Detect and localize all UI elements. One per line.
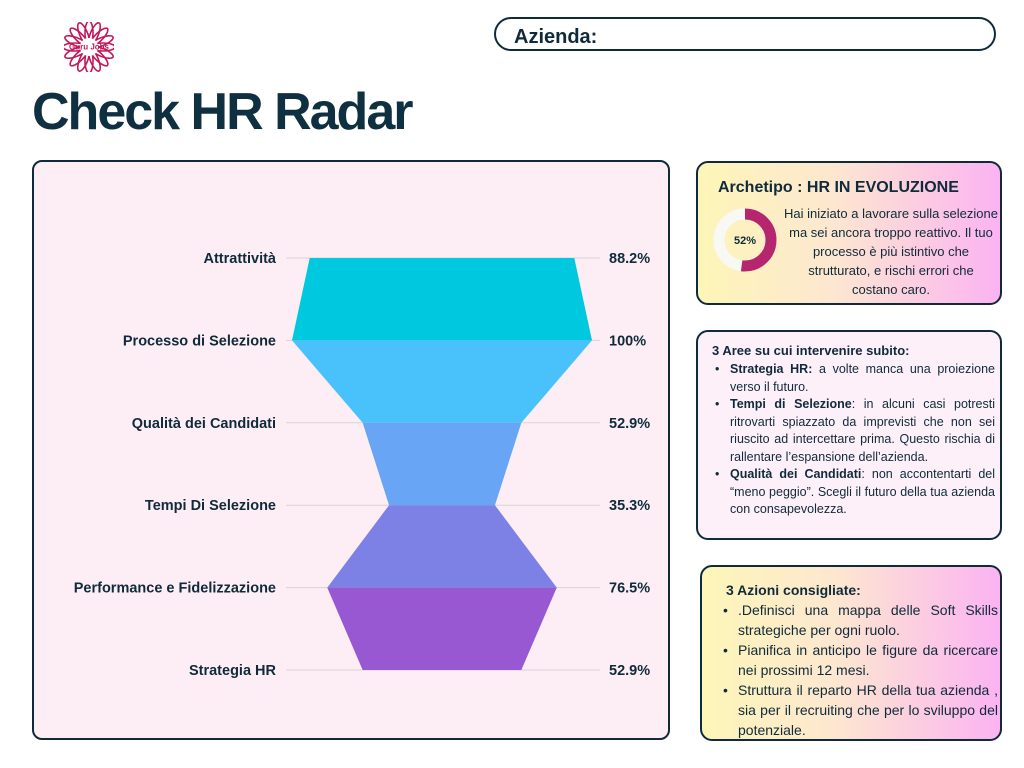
list-item [712, 396, 995, 466]
list-item [712, 466, 995, 519]
funnel-segment [327, 588, 557, 670]
list-item: • Pianifica in anticipo le figure da ricercare nei prossimi 12 mesi. [720, 640, 998, 680]
funnel-segment [292, 258, 592, 340]
funnel-segment [292, 340, 592, 422]
area-text: a volte manca una proiezione verso il futuro. [730, 362, 995, 394]
page-title: Check HR Radar [32, 83, 412, 141]
list-item: • Struttura il reparto HR della tua azienda , sia per il recruiting che per lo sviluppo del potenziale. [720, 680, 998, 740]
category-label: Attrattività [203, 251, 276, 267]
list-item [712, 361, 995, 396]
value-label: 52.9% [609, 415, 651, 432]
area-text: : in alcuni casi potresti ritrovarti spiazzato da imprevisti che non sei riuscito ad intercettare prima. Questo rischia di rallentare l’espansione dell’azienda. [730, 397, 995, 464]
value-label: 76.5% [609, 580, 651, 597]
areas-list [712, 361, 995, 519]
category-label: Processo di Selezione [122, 333, 276, 350]
recommended-actions-card [700, 565, 1002, 741]
archetype-description: Hai iniziato a lavorare sulla selezione ma sei ancora troppo reattivo. Il tuo processo è più istintivo che strutturato, e rischi errori che costano caro. [784, 206, 998, 297]
areas-heading: 3 Aree su cui intervenire subito: [712, 343, 910, 358]
value-label: 35.3% [609, 498, 651, 515]
funnel-segment [363, 423, 522, 505]
guru-jobs-logo [64, 22, 114, 72]
list-item: • .Definisci una mappa delle Soft Skills strategiche per ogni ruolo. [720, 600, 998, 640]
intervention-areas-card [696, 330, 1002, 540]
area-lead: Tempi di Selezione [730, 397, 852, 411]
category-label: Qualità dei Candidati [131, 415, 276, 432]
funnel-chart [34, 162, 672, 742]
actions-heading: 3 Azioni consigliate: [726, 582, 861, 598]
actions-list [720, 600, 998, 740]
funnel-chart-panel [32, 160, 670, 740]
category-label: Tempi Di Selezione [144, 498, 276, 515]
logo-text: Guru Jobs [68, 42, 110, 52]
area-text: : non accontentarti del “meno peggio”. Scegli il futuro della tua azienda con consapevolezza. [730, 467, 996, 516]
value-label: 100% [609, 333, 647, 350]
archetype-donut [710, 205, 780, 275]
flower-logo-icon [64, 22, 114, 72]
area-lead: Strategia HR: [730, 362, 813, 376]
company-label: Azienda: [514, 26, 598, 48]
category-label: Performance e Fidelizzazione [73, 580, 276, 597]
company-field[interactable] [494, 17, 996, 51]
archetype-title: Archetipo : HR IN EVOLUZIONE [718, 179, 959, 196]
archetype-card [696, 161, 1002, 305]
donut-percent-label: 52% [733, 235, 757, 247]
category-label: Strategia HR [188, 663, 276, 679]
funnel-segment [327, 505, 557, 587]
value-label: 52.9% [609, 663, 651, 679]
area-lead: Qualità dei Candidati [730, 467, 862, 481]
value-label: 88.2% [609, 251, 651, 267]
